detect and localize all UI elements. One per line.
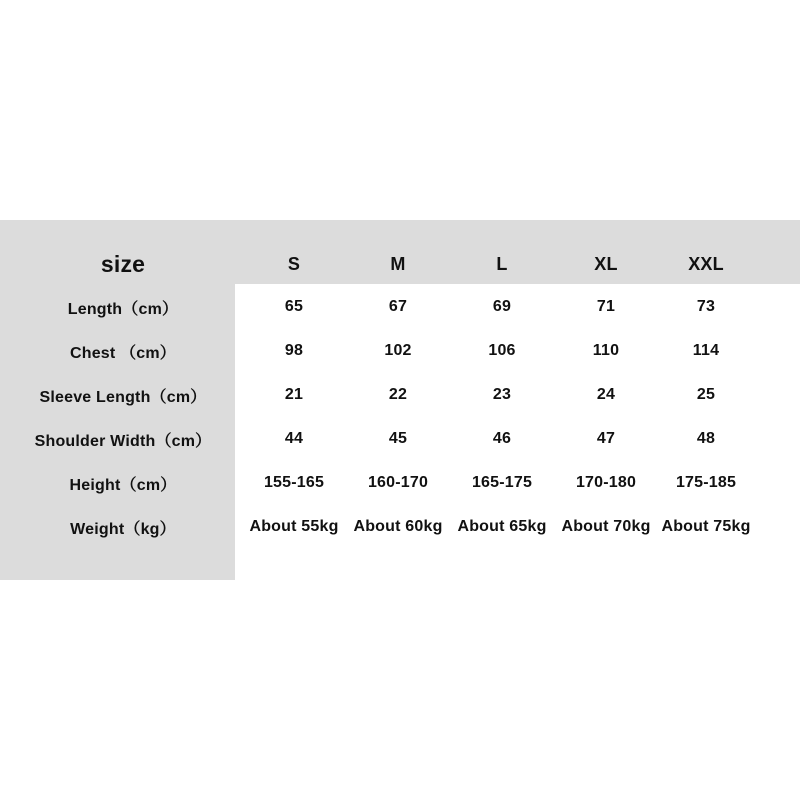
table-cell: 48 — [696, 430, 716, 447]
row-label-chest: Chest （cm） — [69, 344, 177, 362]
column-header-xl: XL — [594, 253, 618, 274]
table-cell: About 60kg — [353, 518, 443, 535]
column-header-s: S — [287, 253, 301, 274]
table-cell: 67 — [388, 298, 408, 315]
table-cell: 22 — [388, 386, 408, 403]
table-cell: 106 — [488, 342, 516, 359]
table-cell: 73 — [696, 298, 716, 315]
size-header-label: size — [100, 250, 146, 277]
table-cell: 44 — [284, 430, 304, 447]
table-cell: About 65kg — [457, 518, 547, 535]
table-cell: 155-165 — [263, 474, 325, 491]
table-cell: 65 — [284, 298, 304, 315]
table-cell: 170-180 — [575, 474, 637, 491]
table-cell: 24 — [596, 386, 616, 403]
row-label-shoulder-width: Shoulder Width（cm） — [34, 432, 212, 450]
table-cell: About 55kg — [249, 518, 339, 535]
row-label-length: Length（cm） — [67, 300, 179, 318]
table-cell: 175-185 — [675, 474, 737, 491]
table-cell: 160-170 — [367, 474, 429, 491]
table-cell: 47 — [596, 430, 616, 447]
table-cell: 69 — [492, 298, 512, 315]
table-cell: 45 — [388, 430, 408, 447]
size-chart-table — [0, 220, 800, 580]
column-header-xxl: XXL — [688, 253, 724, 274]
table-cell: 21 — [284, 386, 304, 403]
table-cell: 114 — [692, 342, 720, 359]
row-label-height: Height（cm） — [69, 476, 177, 494]
table-cell: About 75kg — [661, 518, 751, 535]
table-cell: 98 — [284, 342, 304, 359]
column-header-l: L — [496, 253, 508, 274]
table-cell: 23 — [492, 386, 512, 403]
table-cell: 46 — [492, 430, 512, 447]
table-cell: 71 — [596, 298, 616, 315]
row-label-weight: Weight（kg） — [70, 520, 176, 538]
table-cell: 25 — [696, 386, 716, 403]
table-cell: About 70kg — [561, 518, 651, 535]
table-cell: 102 — [384, 342, 412, 359]
table-cell: 165-175 — [471, 474, 533, 491]
table-cell: 110 — [592, 342, 620, 359]
column-header-m: M — [390, 253, 406, 274]
row-label-sleeve-length: Sleeve Length（cm） — [39, 388, 207, 406]
